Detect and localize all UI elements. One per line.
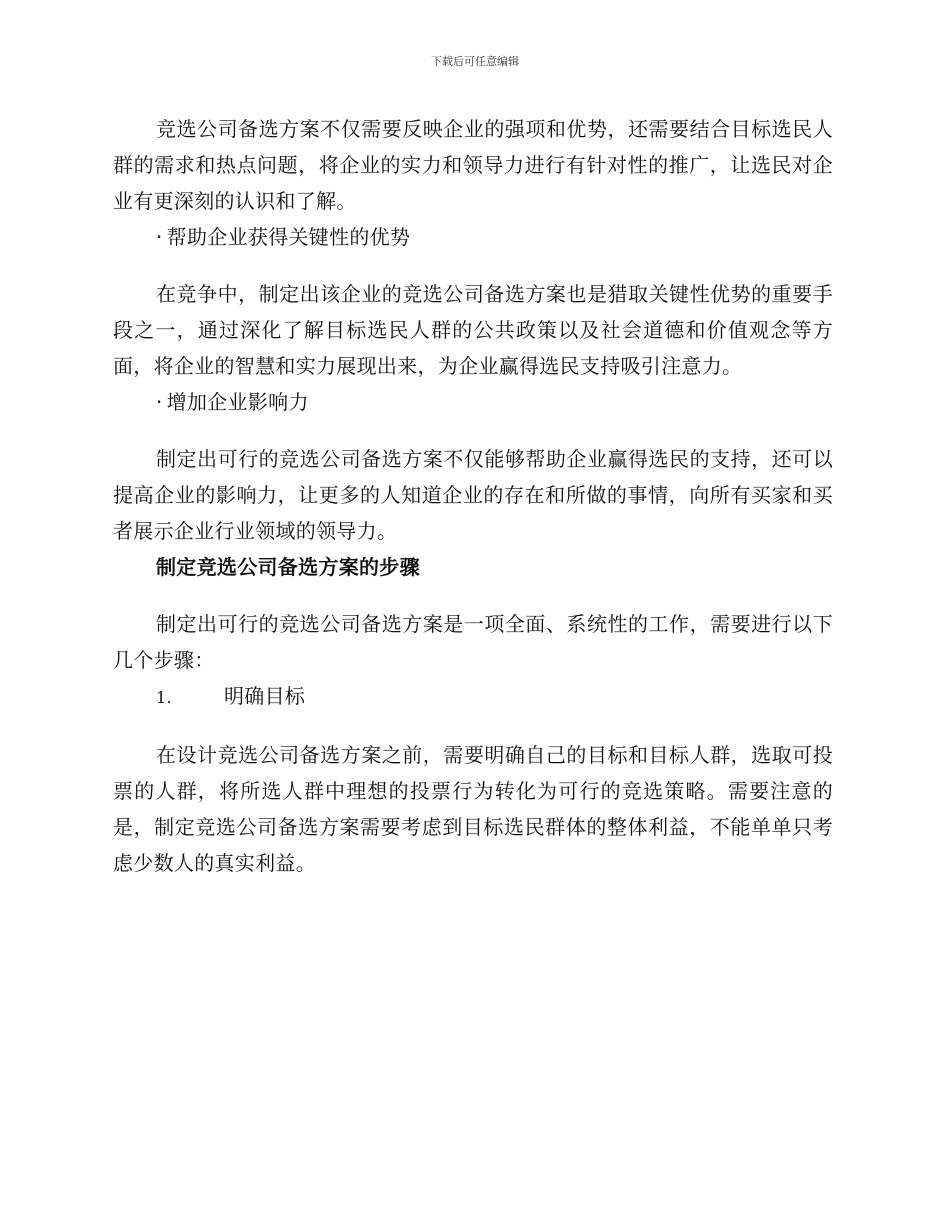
paragraph-3: 制定出可行的竞选公司备选方案不仅能够帮助企业赢得选民的支持，还可以提高企业的影响力，让更多的人知道企业的存在和所做的事情，向所有买家和买者展示企业行业领域的领导力。 [113, 447, 833, 543]
bullet-text: 帮助企业获得关键性的优势 [166, 225, 411, 249]
paragraph-5: 在设计竞选公司备选方案之前，需要明确自己的目标和目标人群，选取可投票的人群，将所选人群中理想的投票行为转化为可行的竞选策略。需要注意的是，制定竞选公司备选方案需要考虑到目标选民群体的整体利益，不能单单只考虑少数人的真实利益。 [113, 743, 833, 875]
bullet-marker: · [156, 225, 163, 249]
paragraph-4: 制定出可行的竞选公司备选方案是一项全面、系统性的工作，需要进行以下几个步骤： [113, 612, 833, 672]
section-heading: 制定竞选公司备选方案的步骤 [156, 555, 420, 579]
page-header: 下载后可任意编辑 [431, 55, 519, 68]
document-body [113, 111, 833, 881]
paragraph-1: 竞选公司备选方案不仅需要反映企业的强项和优势，还需要结合目标选民人群的需求和热点问题，将企业的实力和领导力进行有针对性的推广，让选民对企业有更深刻的认识和了解。 [113, 117, 833, 213]
bullet-item-influence [113, 384, 833, 420]
bullet-text: 增加企业影响力 [166, 390, 309, 414]
paragraph-2: 在竞争中，制定出该企业的竞选公司备选方案也是猎取关键性优势的重要手段之一，通过深化了解目标选民人群的公共政策以及社会道德和价值观念等方面，将企业的智慧和实力展现出来，为企业赢得选民支持吸引注意力。 [113, 282, 833, 378]
numbered-step-1 [113, 678, 833, 716]
step-number: 1. [156, 688, 172, 707]
step-text: 明确目标 [224, 684, 306, 708]
bullet-item-advantage [113, 219, 833, 255]
bullet-marker: · [156, 390, 163, 414]
